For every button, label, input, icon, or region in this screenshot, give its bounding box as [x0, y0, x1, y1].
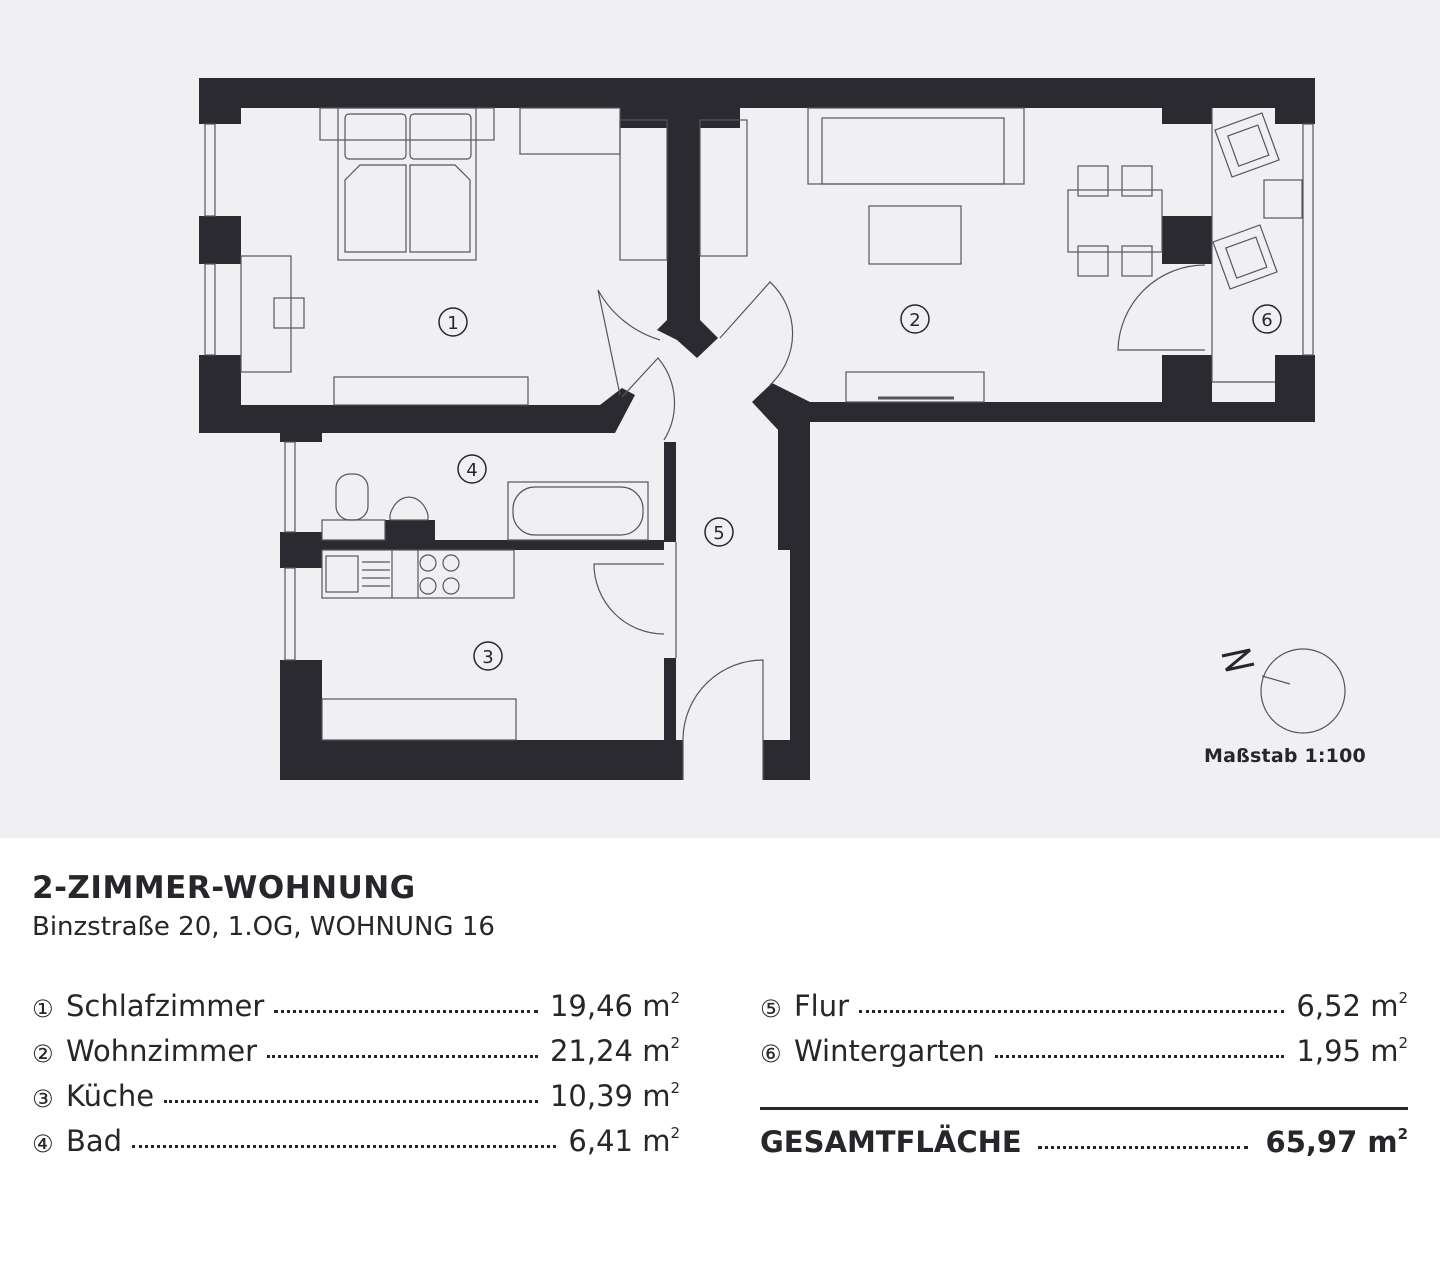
scale-label: Maßstab 1:100	[1204, 745, 1366, 767]
svg-text:2: 2	[909, 310, 921, 331]
apartment-address: Binzstraße 20, 1.OG, WOHNUNG 16	[32, 912, 495, 942]
room-row	[32, 978, 680, 1023]
room-row	[32, 1113, 680, 1158]
room-number: ②	[32, 1040, 54, 1068]
room-number: ①	[32, 995, 54, 1023]
total-label: GESAMTFLÄCHE	[760, 1125, 1022, 1159]
room-number: ③	[32, 1085, 54, 1113]
compass-circle	[1261, 649, 1345, 733]
leader-dots	[859, 1010, 1284, 1013]
svg-text:3: 3	[482, 647, 494, 668]
room-area: 6,41 $m^2$	[568, 1124, 680, 1158]
room-area: 21,24 $m^2$	[549, 1034, 680, 1068]
leader-dots	[267, 1055, 538, 1058]
room-row	[32, 1023, 680, 1068]
room-marker-4	[458, 455, 486, 483]
total-area: 65,97 $m^2$	[1265, 1125, 1408, 1159]
room-name: Wintergarten	[794, 1034, 985, 1068]
room-number: ⑥	[760, 1040, 782, 1068]
room-area: 1,95 $m^2$	[1296, 1034, 1408, 1068]
svg-text:6: 6	[1261, 310, 1273, 331]
plan-lines	[205, 108, 1345, 780]
apartment-title: 2-ZIMMER-WOHNUNG	[32, 870, 416, 906]
room-number: ④	[32, 1130, 54, 1158]
room-name: Schlafzimmer	[66, 989, 265, 1023]
room-marker-1	[439, 308, 467, 336]
walls	[199, 78, 1315, 780]
room-list-right	[760, 978, 1408, 1068]
room-name: Bad	[66, 1124, 123, 1158]
room-area: 10,39 $m^2$	[549, 1079, 680, 1113]
svg-text:1: 1	[447, 313, 459, 334]
svg-text:5: 5	[713, 523, 725, 544]
room-marker-2	[901, 305, 929, 333]
svg-text:4: 4	[466, 460, 478, 481]
north-arrow-icon	[1222, 650, 1254, 670]
room-marker-5	[705, 518, 733, 546]
room-list-left	[32, 978, 680, 1158]
total-divider	[760, 1107, 1408, 1110]
total-area-row	[760, 1115, 1408, 1159]
room-name: Flur	[794, 989, 850, 1023]
room-row	[760, 978, 1408, 1023]
room-row	[760, 1023, 1408, 1068]
room-marker-3	[474, 642, 502, 670]
leader-dots	[132, 1145, 556, 1148]
leader-dots	[274, 1010, 538, 1013]
room-name: Wohnzimmer	[66, 1034, 258, 1068]
leader-dots	[164, 1100, 538, 1103]
room-row	[32, 1068, 680, 1113]
room-number: ⑤	[760, 995, 782, 1023]
leader-dots	[1038, 1146, 1248, 1149]
room-name: Küche	[66, 1079, 155, 1113]
room-area: 6,52 $m^2$	[1296, 989, 1408, 1023]
room-marker-6	[1253, 305, 1281, 333]
leader-dots	[995, 1055, 1285, 1058]
room-area: 19,46 $m^2$	[549, 989, 680, 1023]
